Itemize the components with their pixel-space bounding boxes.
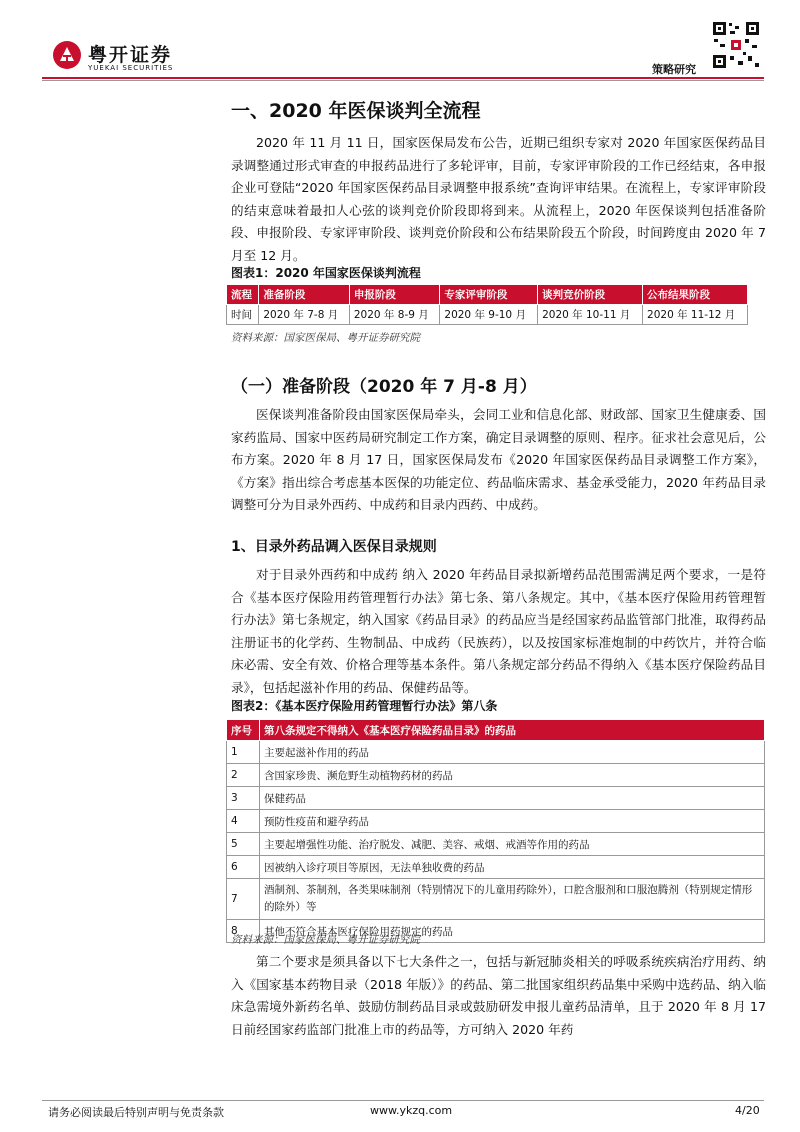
- table-header-cell: 谈判竞价阶段: [538, 285, 643, 305]
- table-row: [227, 305, 748, 325]
- table-cell: 4: [227, 810, 260, 833]
- table-row: [227, 856, 765, 879]
- table-cell: 2: [227, 764, 260, 787]
- figure-title: 图表1：2020 年国家医保谈判流程: [231, 266, 421, 280]
- table-cell: 7: [227, 879, 260, 920]
- table-cell: 含国家珍贵、濒危野生动植物药材的药品: [260, 764, 765, 787]
- figure-source: 资料来源：国家医保局、粤开证券研究院: [231, 934, 420, 946]
- header-rule-secondary: [42, 80, 764, 81]
- table-cell: 1: [227, 741, 260, 764]
- subsection-heading: （一）准备阶段（2020 年 7 月-8 月）: [231, 377, 537, 397]
- body-paragraph: 对于目录外西药和中成药 纳入 2020 年药品目录拟新增药品范围需满足两个要求，一是符合《基本医疗保险用药管理暂行办法》第七条、第八条规定。其中，《基本医疗保险用药管理暂行办法》第七条规定，纳入国家《药品目录》的药品应当是经国家药品监管部门批准，取得药品注册证书的化学药、生物制品、中成药（民族药），以及按国家标准炮制的中药饮片，并符合临床必需、安全有效、价格合理等基本条件。第八条规定部分药品不得纳入《基本医疗保险药品目录》，包括起滋补作用的药品、保健药品等。: [231, 567, 766, 695]
- table-cell: 因被纳入诊疗项目等原因，无法单独收费的药品: [260, 856, 765, 879]
- table-header-cell: 序号: [227, 720, 260, 741]
- negotiation-process-table: [226, 284, 748, 325]
- table-cell: 5: [227, 833, 260, 856]
- table-cell: 2020 年 10-11 月: [538, 305, 643, 325]
- report-category: 策略研究: [652, 63, 696, 76]
- header-rule: [42, 77, 764, 79]
- table-cell: 8: [227, 920, 260, 943]
- table-cell: 2020 年 11-12 月: [643, 305, 748, 325]
- subsubsection-heading: 1、目录外药品调入医保目录规则: [231, 539, 437, 555]
- body-paragraph: 医保谈判准备阶段由国家医保局牵头，会同工业和信息化部、财政部、国家卫生健康委、国家药监局、国家中医药局研究制定工作方案，确定目录调整的原则、程序。征求社会意见后，公布方案。2020 年 8 月 17 日，国家医保局发布《2020 年国家医保药品目录调整工作方案》，《方案》指出综合考虑基本医保的功能定位、药品临床需求、基金承受能力，2020 年药品目录调整可分为目录外西药、中成药和目录内西药、中成药。: [231, 407, 766, 513]
- table-cell: 其他不符合基本医疗保险用药规定的药品: [260, 920, 765, 943]
- table-cell: 2020 年 9-10 月: [440, 305, 538, 325]
- table-cell: 2020 年 7-8 月: [259, 305, 350, 325]
- table-cell: 保健药品: [260, 787, 765, 810]
- article-eight-table: [226, 719, 765, 943]
- section-heading: 一、2020 年医保谈判全流程: [231, 100, 481, 122]
- table-cell: 酒制剂、茶制剂，各类果味制剂（特别情况下的儿童用药除外），口腔含服剂和口服泡腾剂（特别规定情形的除外）等: [260, 879, 765, 920]
- table-row: [227, 741, 765, 764]
- brand-name-cn: 粤开证券: [88, 44, 173, 66]
- table-header-cell: 专家评审阶段: [440, 285, 538, 305]
- table-header-row: [227, 720, 765, 741]
- table-cell: 主要起增强性功能、治疗脱发、减肥、美容、戒烟、戒酒等作用的药品: [260, 833, 765, 856]
- footer-url: www.ykzq.com: [370, 1104, 453, 1117]
- table-header-row: [227, 285, 748, 305]
- brand-name-en: YUEKAI SECURITIES: [88, 64, 174, 72]
- figure-title: 图表2：《基本医疗保险用药管理暂行办法》第八条: [231, 699, 498, 713]
- table-row: [227, 833, 765, 856]
- table-row: [227, 879, 765, 920]
- qr-code-icon: [711, 20, 761, 70]
- table-cell: 6: [227, 856, 260, 879]
- footer-rule: [42, 1100, 764, 1101]
- body-paragraph: 第二个要求是须具备以下七大条件之一，包括与新冠肺炎相关的呼吸系统疾病治疗用药、纳入《国家基本药物目录（2018 年版）》的药品、第二批国家组织药品集中采购中选药品、纳入临床急需境外新药名单、鼓励仿制药品目录或鼓励研发申报儿童药品清单，且于 2020 年 8 月 17 日前经国家药监部门批准上市的药品等，方可纳入 2020 年药: [231, 954, 766, 1037]
- table-header-cell: 申报阶段: [349, 285, 440, 305]
- table-row: [227, 764, 765, 787]
- table-header-cell: 流程: [227, 285, 259, 305]
- table-header-cell: 公布结果阶段: [643, 285, 748, 305]
- table-header-cell: 第八条规定不得纳入《基本医疗保险药品目录》的药品: [260, 720, 765, 741]
- table-cell: 2020 年 8-9 月: [349, 305, 440, 325]
- table-row: [227, 810, 765, 833]
- table-cell: 3: [227, 787, 260, 810]
- yuekai-logo-icon: [52, 40, 82, 70]
- table-header-cell: 准备阶段: [259, 285, 350, 305]
- footer-disclaimer: 请务必阅读最后特别声明与免责条款: [48, 1106, 224, 1119]
- table-row: [227, 787, 765, 810]
- table-cell: 预防性疫苗和避孕药品: [260, 810, 765, 833]
- body-paragraph: 2020 年 11 月 11 日，国家医保局发布公告，近期已组织专家对 2020 年国家医保药品目录调整通过形式审查的申报药品进行了多轮评审，目前，专家评审阶段的工作已经结束，各申报企业可登陆“2020 年国家医保药品目录调整申报系统”查询评审结果。在流程上，专家评审阶段的结束意味着最扣人心弦的谈判竞价阶段即将到来。从流程上，2020 年医保谈判包括准备阶段、申报阶段、专家评审阶段、谈判竞价阶段和公布结果阶段五个阶段，时间跨度由 2020 年 7 月至 12 月。: [231, 135, 766, 263]
- figure-source: 资料来源：国家医保局、粤开证券研究院: [231, 332, 420, 344]
- page-number: 4/20: [735, 1104, 760, 1117]
- table-cell: 时间: [227, 305, 259, 325]
- table-cell: 主要起滋补作用的药品: [260, 741, 765, 764]
